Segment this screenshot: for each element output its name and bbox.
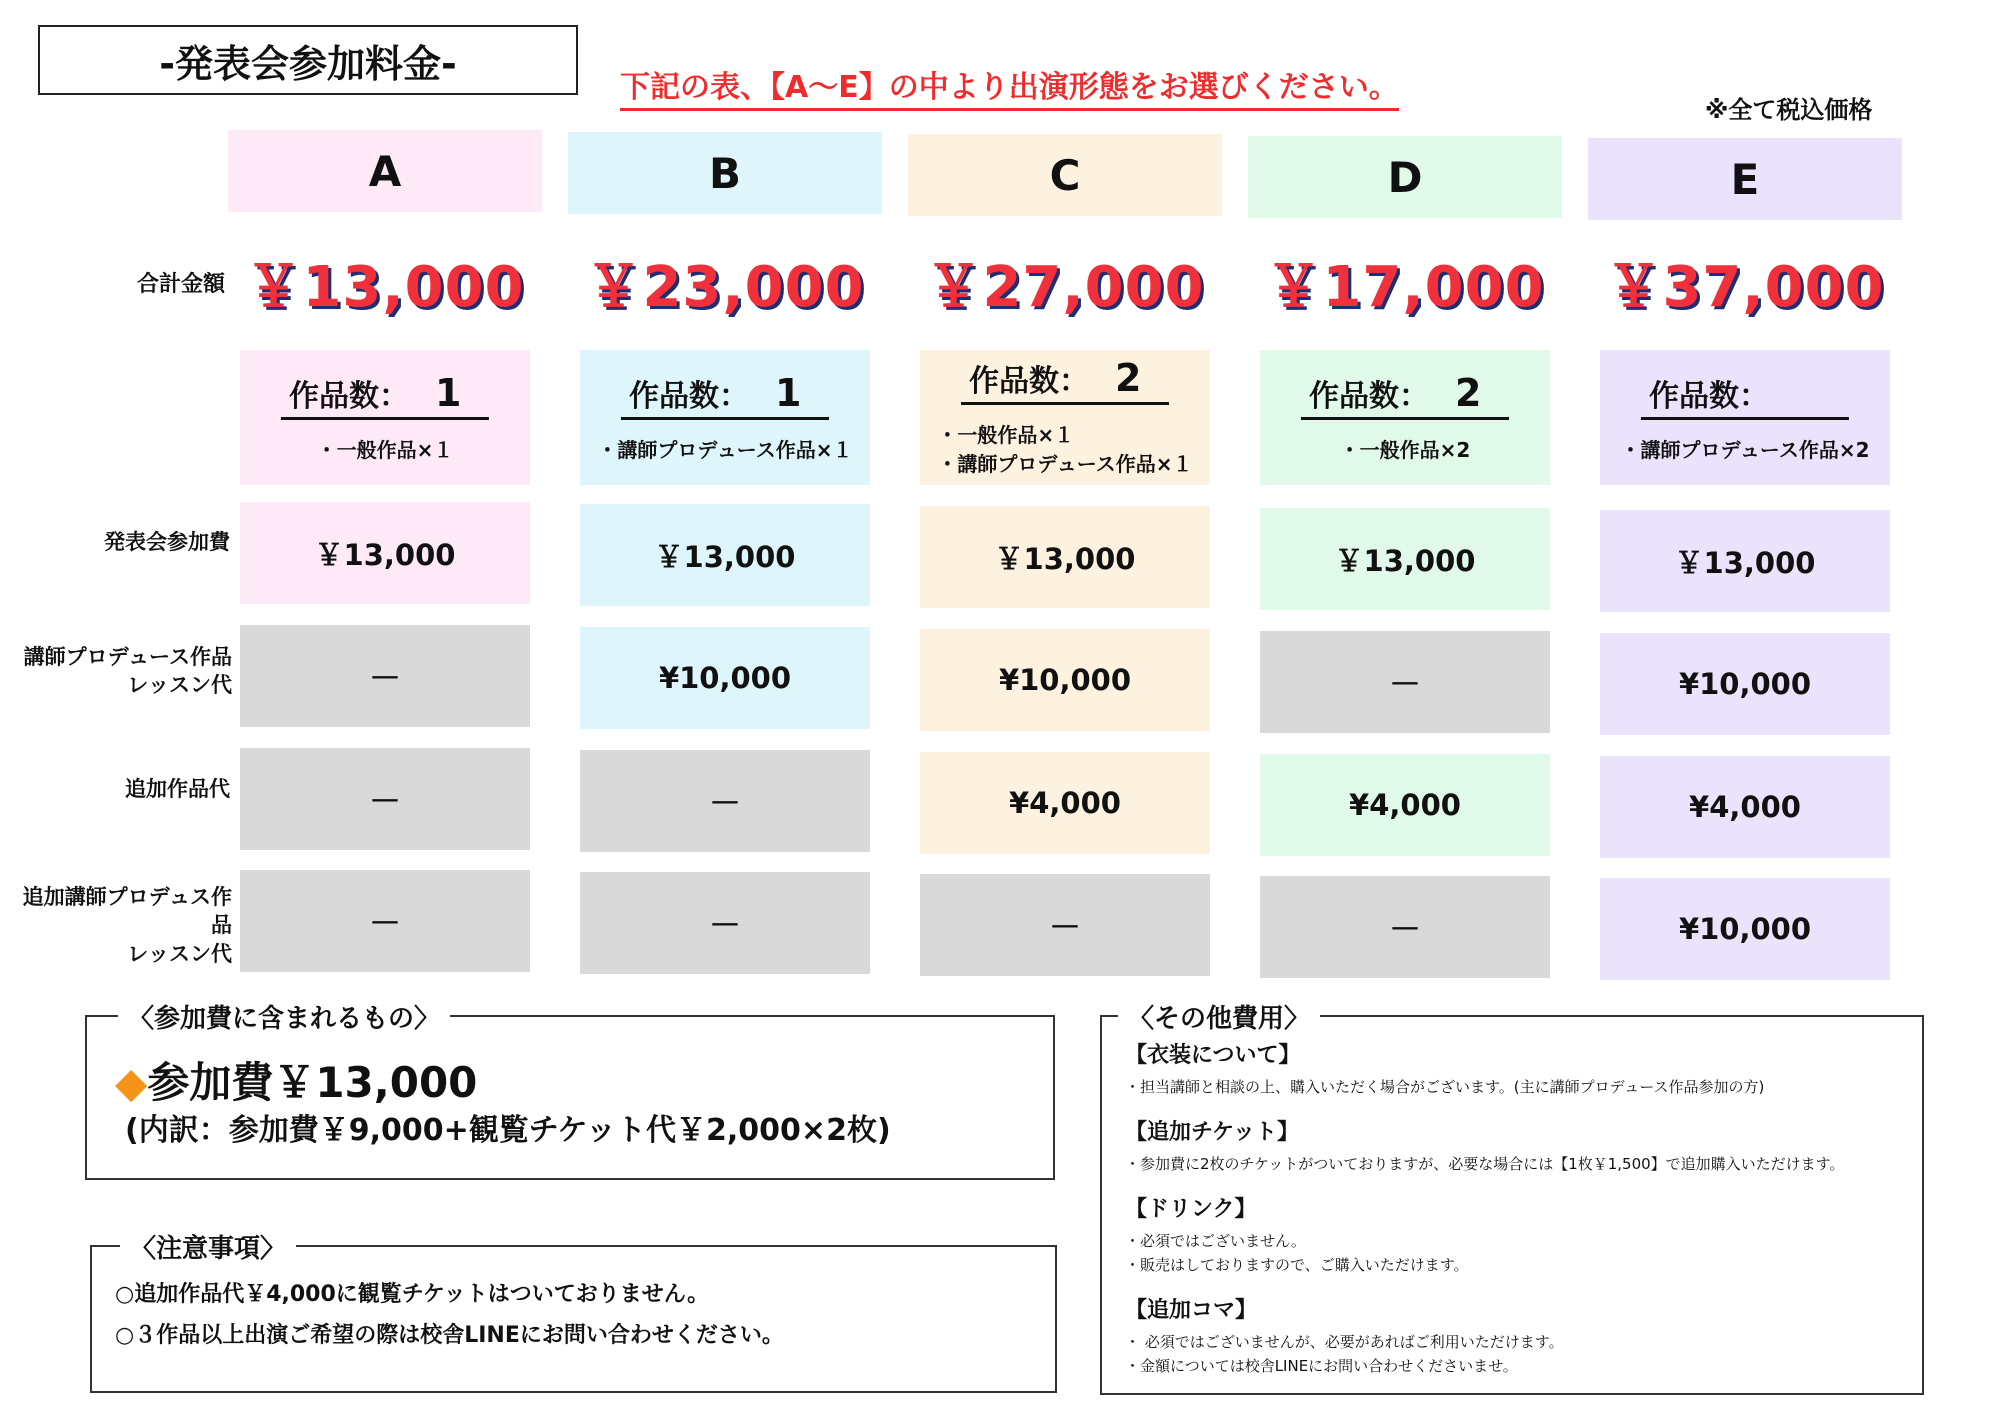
works-count-b: 1 xyxy=(775,370,802,415)
fee-cell-participation-c: ￥13,000 xyxy=(920,506,1210,608)
page-title: -発表会参加料金- xyxy=(38,25,578,95)
row-label-participation: 発表会参加費 xyxy=(104,530,230,554)
plan-total-a: ￥13,000 xyxy=(245,254,525,320)
works-detail-b xyxy=(597,436,852,465)
row-label-add-lesson-line1: 追加講師プロデュス作品 xyxy=(22,885,232,938)
works-label-a: 作品数： xyxy=(289,378,409,414)
works-detail-line: ・一般作品×１ xyxy=(316,437,454,462)
plan-total-d: ￥17,000 xyxy=(1265,254,1545,320)
included-main xyxy=(115,1050,477,1110)
works-box-c xyxy=(920,350,1210,485)
other-fee-line: ・金額については校舎LINEにお問い合わせくださいませ。 xyxy=(1125,1357,1518,1375)
works-title-d xyxy=(1301,371,1509,420)
other-fee-line: ・参加費に2枚のチケットがついておりますが、必要な場合には【1枚￥1,500】で追加購入いただけます。 xyxy=(1125,1155,1845,1173)
note-line-1: ○追加作品代￥4,000に観覧チケットはついておりません。 xyxy=(115,1282,710,1307)
included-heading: 〈参加費に含まれるもの〉 xyxy=(118,998,450,1035)
works-box-e xyxy=(1600,350,1890,485)
works-detail-line: ・一般作品×2 xyxy=(1339,437,1471,462)
fee-cell-participation-a: ￥13,000 xyxy=(240,502,530,604)
fee-cell-lesson-c: ¥10,000 xyxy=(920,629,1210,731)
works-count-d: 2 xyxy=(1455,370,1482,415)
other-fee-line: ・販売はしておりますので、ご購入いただけます。 xyxy=(1125,1256,1469,1274)
plan-total-b: ￥23,000 xyxy=(585,254,865,320)
works-box-b xyxy=(580,350,870,485)
fee-cell-add-lesson-c: － xyxy=(920,874,1210,976)
included-breakdown: (内訳：参加費￥9,000+観覧チケット代￥2,000×2枚) xyxy=(125,1113,891,1148)
other-fee-line: ・担当講師と相談の上、購入いただく場合がございます。(主に講師プロデュース作品参加の方) xyxy=(1125,1078,1765,1096)
fee-cell-lesson-b: ¥10,000 xyxy=(580,627,870,729)
row-label-total: 合計金額 xyxy=(136,272,225,297)
plan-total-c: ￥27,000 xyxy=(925,254,1205,320)
works-count-c: 2 xyxy=(1115,356,1142,400)
fee-cell-add-lesson-a: － xyxy=(240,870,530,972)
notes-heading: 〈注意事項〉 xyxy=(120,1228,296,1265)
other-fees-heading: 〈その他費用〉 xyxy=(1118,998,1320,1035)
fee-cell-additional-e: ¥4,000 xyxy=(1600,756,1890,858)
works-count-a: 1 xyxy=(435,370,462,415)
row-label-additional: 追加作品代 xyxy=(125,777,230,801)
fee-cell-additional-b: － xyxy=(580,750,870,852)
row-label-lesson xyxy=(10,643,232,700)
plan-header-b[interactable]: B xyxy=(568,132,882,214)
other-fee-section-title: 【追加コマ】 xyxy=(1125,1298,1258,1323)
fee-cell-participation-b: ￥13,000 xyxy=(580,504,870,606)
works-title-c xyxy=(961,356,1169,405)
works-detail-line: ・一般作品×１ xyxy=(937,423,1075,447)
other-fee-section-title: 【追加チケット】 xyxy=(1125,1120,1300,1145)
works-title-e xyxy=(1641,371,1849,420)
works-detail-c xyxy=(937,421,1192,479)
fee-cell-additional-d: ¥4,000 xyxy=(1260,754,1550,856)
works-title-a xyxy=(281,371,489,420)
fee-cell-additional-c: ¥4,000 xyxy=(920,752,1210,854)
diamond-icon: ◆ xyxy=(115,1058,148,1107)
included-main-text: 参加費￥13,000 xyxy=(147,1058,478,1107)
fee-cell-participation-e: ￥13,000 xyxy=(1600,510,1890,612)
works-detail-line: ・講師プロデュース作品×2 xyxy=(1620,437,1870,462)
plan-header-e[interactable]: E xyxy=(1588,138,1902,220)
works-detail-e xyxy=(1620,436,1869,465)
works-detail-a xyxy=(317,436,454,465)
row-label-add-lesson-line2: レッスン代 xyxy=(127,941,232,966)
works-label-c: 作品数： xyxy=(969,364,1089,399)
works-box-a xyxy=(240,350,530,485)
other-fee-section-title: 【ドリンク】 xyxy=(1125,1197,1257,1222)
row-label-lesson-line1: 講師プロデュース作品 xyxy=(23,645,232,669)
other-fees-list xyxy=(1125,1038,1915,1394)
plan-header-a[interactable]: A xyxy=(228,130,542,212)
note-line-2: ○３作品以上出演ご希望の際は校舎LINEにお問い合わせください。 xyxy=(115,1323,784,1348)
row-label-lesson-line2: レッスン代 xyxy=(127,673,232,698)
fee-cell-participation-d: ￥13,000 xyxy=(1260,508,1550,610)
plan-total-e: ￥37,000 xyxy=(1605,254,1885,320)
row-label-add-lesson xyxy=(10,883,232,968)
works-title-b xyxy=(621,371,829,420)
fee-cell-lesson-e: ¥10,000 xyxy=(1600,633,1890,735)
other-fee-line: ・必須ではございません。 xyxy=(1125,1232,1306,1250)
works-detail-line: ・講師プロデュース作品×１ xyxy=(937,452,1193,476)
other-fee-section xyxy=(1125,1293,1915,1378)
fee-cell-additional-a: － xyxy=(240,748,530,850)
fee-cell-lesson-a: － xyxy=(240,625,530,727)
tax-included-note: ※全て税込価格 xyxy=(1705,96,1873,124)
other-fee-section-title: 【衣装について】 xyxy=(1125,1043,1301,1068)
other-fee-section xyxy=(1125,1038,1915,1099)
works-detail-line: ・講師プロデュース作品×１ xyxy=(597,437,853,462)
works-label-d: 作品数： xyxy=(1309,378,1429,414)
plan-header-c[interactable]: C xyxy=(908,134,1222,216)
selection-instruction: 下記の表、【A～E】の中より出演形態をお選びください。 xyxy=(620,62,1399,111)
plan-header-d[interactable]: D xyxy=(1248,136,1562,218)
other-fee-line: ・ 必須ではございませんが、必要があればご利用いただけます。 xyxy=(1125,1333,1564,1351)
works-label-b: 作品数： xyxy=(629,378,749,414)
other-fee-section xyxy=(1125,1192,1915,1277)
fee-cell-add-lesson-b: － xyxy=(580,872,870,974)
works-label-e: 作品数： xyxy=(1649,378,1769,414)
fee-cell-lesson-d: － xyxy=(1260,631,1550,733)
works-box-d xyxy=(1260,350,1550,485)
fee-cell-add-lesson-e: ¥10,000 xyxy=(1600,878,1890,980)
fee-cell-add-lesson-d: － xyxy=(1260,876,1550,978)
works-detail-d xyxy=(1340,436,1471,465)
other-fee-section xyxy=(1125,1115,1915,1176)
